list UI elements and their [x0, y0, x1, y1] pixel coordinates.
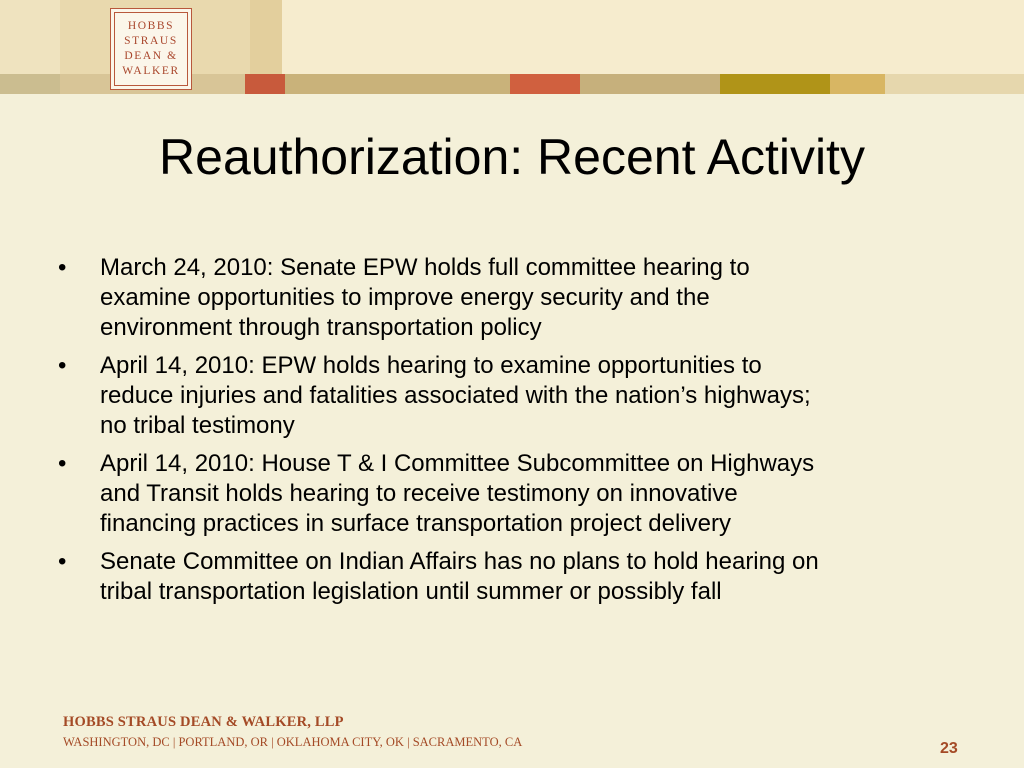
band-segment: [0, 0, 60, 74]
page-number: 23: [940, 740, 958, 757]
bullet-item: [0, 449, 1000, 539]
band-segment: [285, 74, 510, 94]
band-segment: [282, 0, 1024, 74]
bullet-line: Senate Committee on Indian Affairs has no plans to hold hearing on: [100, 548, 819, 575]
bullet-line: no tribal testimony: [100, 412, 295, 439]
band-segment: [245, 74, 285, 94]
bullet-list: [0, 253, 1000, 615]
footer-firm-name: HOBBS STRAUS DEAN & WALKER, LLP: [63, 714, 344, 730]
logo-frame: [114, 12, 188, 86]
band-segment: [720, 74, 830, 94]
bullet-item: [0, 351, 1000, 441]
logo-line: HOBBS: [127, 20, 175, 32]
bullet-icon: •: [58, 352, 67, 379]
bullet-item: [0, 253, 1000, 343]
band-segment: [580, 74, 720, 94]
band-segment: [885, 74, 1024, 94]
bullet-line: environment through transportation policy: [100, 314, 542, 341]
bullet-line: reduce injuries and fatalities associated with the nation’s highways;: [100, 382, 811, 409]
bullet-icon: •: [58, 548, 67, 575]
bullet-line: and Transit holds hearing to receive testimony on innovative: [100, 480, 738, 507]
band-segment: [250, 0, 282, 74]
bullet-line: March 24, 2010: Senate EPW holds full committee hearing to: [100, 254, 750, 281]
band-segment: [510, 74, 580, 94]
slide-title: Reauthorization: Recent Activity: [159, 129, 865, 185]
bullet-item: [0, 547, 1000, 607]
bullet-line: tribal transportation legislation until summer or possibly fall: [100, 578, 722, 605]
footer-office-locations: WASHINGTON, DC | PORTLAND, OR | OKLAHOMA CITY, OK | SACRAMENTO, CA: [63, 735, 523, 749]
bullet-icon: •: [58, 254, 67, 281]
logo-line: DEAN &: [124, 50, 178, 62]
bullet-line: financing practices in surface transportation project delivery: [100, 510, 731, 537]
bullet-line: April 14, 2010: EPW holds hearing to examine opportunities to: [100, 352, 762, 379]
band-segment: [0, 74, 60, 94]
bullet-line: examine opportunities to improve energy security and the: [100, 284, 710, 311]
firm-logo: [110, 8, 192, 90]
logo-line: STRAUS: [124, 35, 178, 47]
band-segment: [830, 74, 885, 94]
bullet-line: April 14, 2010: House T & I Committee Subcommittee on Highways: [100, 450, 815, 477]
bullet-icon: •: [58, 450, 67, 477]
logo-line: WALKER: [122, 65, 180, 77]
